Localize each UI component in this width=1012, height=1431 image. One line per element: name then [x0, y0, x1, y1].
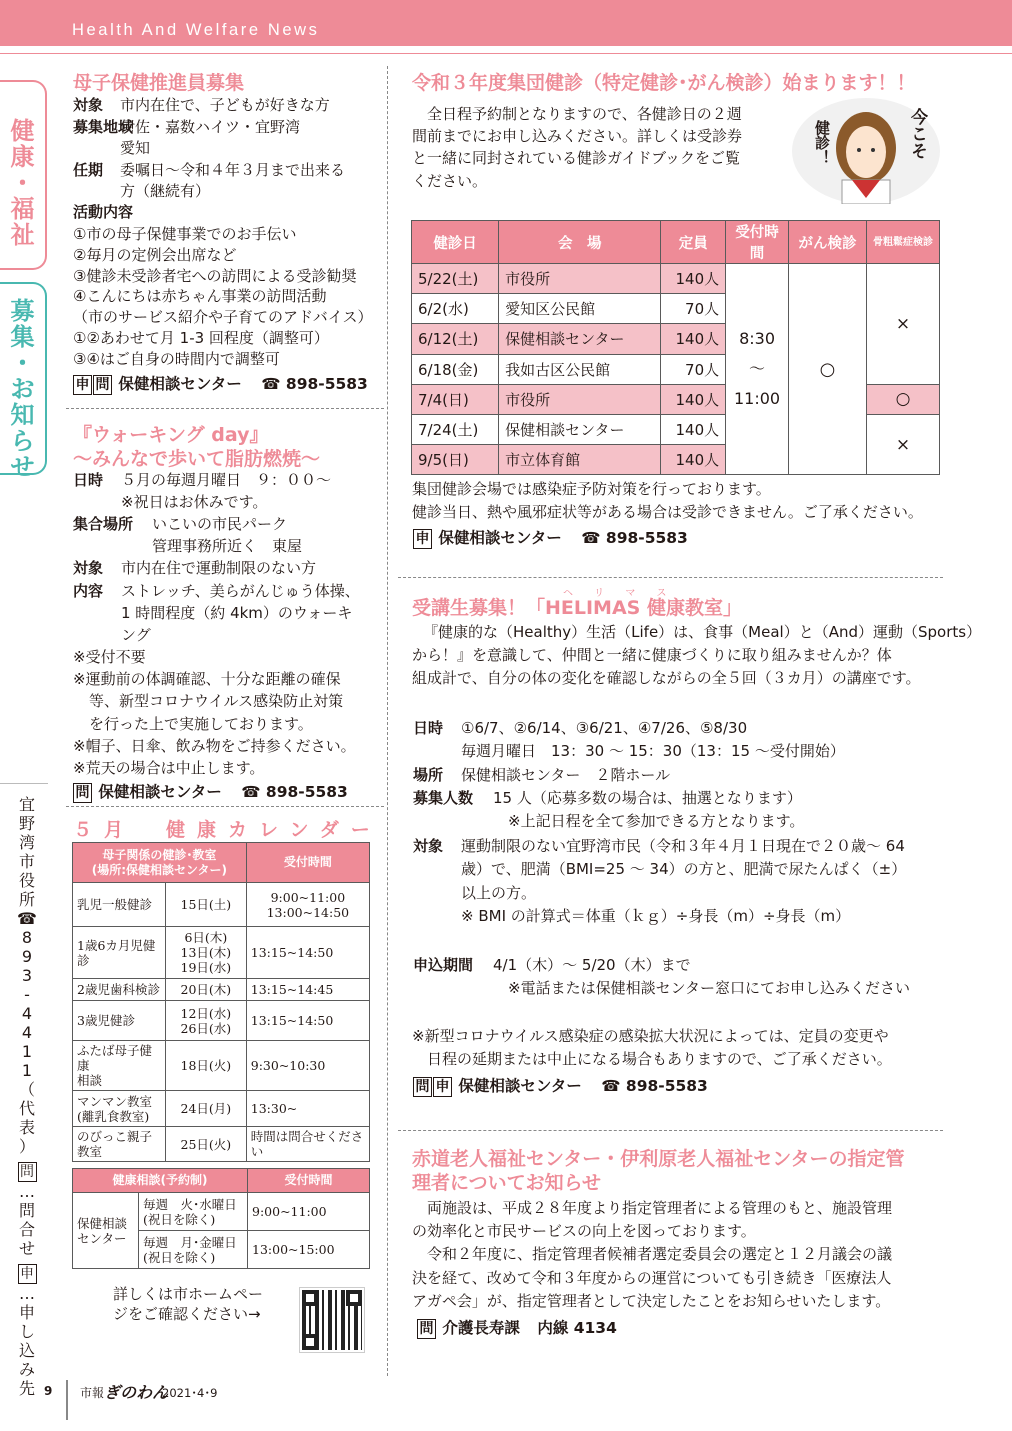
checkup-capacity: 70人: [661, 294, 726, 324]
s5-title-line-2: 理者についてお知らせ: [412, 1172, 602, 1194]
column-divider: [387, 66, 388, 1376]
s2.lines-label: 内容: [73, 581, 104, 600]
bone-screening-mark: ○: [867, 384, 940, 414]
calendar-head-event: 母子関係の健診･教室 (場所:保健相談センター): [73, 843, 247, 883]
s2-subtitle: ～みんなで歩いて脂肪燃焼～: [73, 448, 321, 470]
s2-divider: [66, 806, 384, 807]
checkup-head-2: 定員: [661, 221, 726, 264]
s2.lines-text: 管理事務所近く 東屋: [152, 537, 303, 556]
calendar-event: 1歳6カ月児健診: [73, 927, 166, 979]
cancer-screening-mark: ○: [788, 264, 866, 475]
checkup-capacity: 70人: [661, 354, 726, 384]
s4-text: ※ BMI の計算式＝体重（ｋｇ）÷身長（m）÷身長（m）: [461, 907, 851, 925]
checkup-date: 6/18(金): [412, 354, 499, 384]
apply-mark-icon: 申: [413, 529, 432, 549]
calendar-head-time: 受付時間: [246, 843, 369, 883]
tab-notice-label: [0, 298, 45, 480]
s4-text: 保健相談センター ２階ホール: [461, 766, 671, 784]
s3-contact-tel[interactable]: ☎ 898-5583: [581, 529, 688, 547]
s1-title: 母子保健推進員募集: [73, 72, 245, 94]
bone-screening-mark: ×: [867, 264, 940, 385]
s2-contact-name: 保健相談センター: [98, 783, 222, 801]
sidebar-char: 4: [21, 1023, 33, 1042]
calendar-date: 18日(火): [165, 1041, 246, 1091]
checkup-head-1: 会 場: [499, 221, 661, 264]
s4-label: 対象: [413, 837, 444, 855]
tab-char: 集: [10, 323, 35, 351]
calendar-date: 15日(土): [165, 883, 246, 927]
footer-logo: ぎのわん: [104, 1383, 169, 1402]
s4-label: 申込期間: [413, 956, 474, 974]
checkup-date: 6/12(土): [412, 324, 499, 354]
tab-char: お: [10, 375, 35, 403]
checkup-date: 5/22(土): [412, 264, 499, 294]
checkup-capacity: 140人: [661, 445, 726, 475]
s2.lines-text: ※祝日はお休みです。: [121, 493, 268, 512]
checkup-row: [412, 264, 940, 294]
s3-title: 令和３年度集団健診（特定健診･がん検診）始まります！！: [412, 72, 916, 94]
sidebar-char: 合: [18, 1220, 35, 1239]
tab-char: ・: [10, 349, 35, 377]
checkup-head-5: 骨粗鬆症検診: [867, 221, 940, 264]
calendar-row: [73, 1001, 370, 1041]
s4-divider: [398, 1130, 943, 1131]
consult-head-time: 受付時間: [248, 1169, 370, 1193]
checkup-head-4: がん検診: [788, 221, 866, 264]
checkup-date: 9/5(日): [412, 445, 499, 475]
s4-contact-tel[interactable]: ☎ 898-5583: [601, 1077, 708, 1095]
checkup-reception-time: 8:30～ 11:00: [726, 264, 789, 475]
tab-health-welfare[interactable]: [0, 80, 47, 270]
tab-char: ・: [10, 169, 35, 197]
s2-contact-tel[interactable]: ☎ 898-5583: [241, 783, 348, 801]
s1.rows-text: 委嘱日～令和４年３月まで出来る: [120, 160, 346, 179]
calendar-event: 乳児一般健診: [73, 883, 166, 927]
s2.lines-text: ング: [121, 625, 151, 644]
calendar-event: マンマン教室 (離乳食教室): [73, 1091, 166, 1127]
s1-activity-item: ②毎月の定例会出席など: [73, 245, 237, 264]
checkup-place: 我如古区公民館: [499, 354, 661, 384]
calendar-time: 時間は問合せください: [246, 1127, 369, 1162]
s5-body-line: 決を経て、改めて令和３年度からの運営についても引き続き「医療法人: [412, 1268, 892, 1287]
page-header: [0, 0, 1012, 46]
calendar-time: 9:30~10:30: [246, 1041, 369, 1091]
qr-code-icon[interactable]: [300, 1288, 364, 1352]
tab-char: 福: [10, 195, 35, 223]
s1.rows-label: 募集地域: [73, 117, 134, 136]
s5-contact-ext: 内線 4134: [537, 1319, 617, 1337]
checkup-place: 保健相談センター: [499, 414, 661, 444]
s4-intro-line: から！』を意識して、仲間と一緒に健康づくりに取り組みませんか？体: [412, 646, 892, 664]
s2-title: 『ウォーキング day』: [73, 424, 269, 446]
checkup-capacity: 140人: [661, 384, 726, 414]
s1-contact: [73, 372, 368, 395]
checkup-capacity: 140人: [661, 324, 726, 354]
s4-text: ※電話または保健相談センター窓口にてお申し込みください: [493, 979, 910, 997]
checkup-place: 愛知区公民館: [499, 294, 661, 324]
tab-char: ら: [10, 427, 35, 455]
sidebar-char: 先: [18, 1379, 35, 1398]
page-number: 9: [44, 1384, 53, 1398]
consult-time-2: 13:00~15:00: [248, 1231, 370, 1269]
checkup-place: 市役所: [499, 384, 661, 414]
s2.lines-label: 対象: [73, 559, 104, 578]
sidebar-char: し: [18, 1322, 35, 1341]
sidebar-char: 3: [21, 966, 33, 985]
s4-text: ※上記日程を全て参加できる方となります。: [493, 812, 805, 830]
tab-health-label: [0, 118, 45, 248]
apply-mark-icon: 申: [18, 1264, 37, 1284]
s4-text: 毎週月曜日 13：30 ～ 15：30（13：15 ～受付開始）: [461, 742, 845, 760]
s5-body-line: 両施設は、平成２８年度より指定管理者による管理のもと、施設管理: [412, 1199, 893, 1217]
s4-text: 運動制限のない宜野湾市民（令和３年４月１日現在で２０歳～ 64: [461, 837, 905, 855]
footer-rule: [66, 1380, 68, 1420]
s4-note-line: ※新型コロナウイルス感染症の感染拡大状況によっては、定員の変更や: [412, 1027, 889, 1045]
calendar-title: ５月 健康カレンダー: [73, 819, 382, 841]
s2-note-line: ※運動前の体調確認、十分な距離の確保: [73, 670, 341, 689]
sidebar-char: 役: [18, 871, 35, 890]
s1.rows-text: 愛知: [120, 139, 151, 158]
s4-text: 15 人（応募多数の場合は、抽選となります）: [493, 789, 802, 807]
s1-activity-item: （市のサービス紹介や子育てのアドバイス）: [73, 308, 373, 327]
s2-note-line: ※受付不要: [73, 648, 146, 666]
s3-intro-line: 全日程予約制となりますので、各健診日の２週: [412, 105, 742, 123]
calendar-row: [73, 883, 370, 927]
calendar-event: 2歳児歯科検診: [73, 979, 166, 1001]
sidebar-char: （: [18, 1080, 35, 1099]
sidebar-char: 申: [18, 1303, 35, 1322]
tab-char: 康: [10, 143, 35, 171]
s1-activity-item: ①市の母子保健事業でのお手伝い: [73, 225, 297, 243]
header-rule: [0, 53, 1012, 54]
sidebar-char: -: [24, 985, 30, 1004]
checkup-place: 市立体育館: [499, 445, 661, 475]
sidebar-char: …: [19, 1182, 35, 1201]
sidebar-char: …: [19, 1284, 35, 1303]
sidebar-char: 野: [18, 814, 35, 833]
checkup-capacity: 140人: [661, 414, 726, 444]
tab-char: 健: [10, 117, 35, 145]
calendar-time: 13:30~: [246, 1091, 369, 1127]
bone-screening-mark: ×: [867, 414, 940, 474]
sidebar-char: 表: [18, 1118, 35, 1137]
s3-divider: [398, 577, 943, 578]
sidebar-char: 1: [21, 1061, 33, 1080]
footer-publication: 市報: [80, 1386, 105, 1400]
calendar-date: 25日(火): [165, 1127, 246, 1162]
s1-activity-item: ④こんにちは赤ちゃん事業の訪問活動: [73, 287, 327, 306]
s2.lines-text: 1 時間程度（約 4km）のウォーキ: [121, 603, 353, 622]
calendar-row: [73, 979, 370, 1001]
calendar-row: [73, 1091, 370, 1127]
calendar-event: 3歳児健診: [73, 1001, 166, 1041]
sidebar-char: せ: [18, 1239, 35, 1258]
sidebar-char: み: [18, 1360, 35, 1379]
tab-char: 祉: [10, 221, 35, 249]
s3-note-line: 健診当日、熱や風邪症状等がある場合は受診できません。ご了承ください。: [412, 503, 923, 521]
sidebar-city-contact: [16, 795, 38, 1398]
checkup-head-3: 受付時間: [726, 221, 789, 264]
s1-contact-tel[interactable]: ☎ 898-5583: [261, 375, 368, 393]
checkup-date: 7/4(日): [412, 384, 499, 414]
sidebar-char: 8: [21, 928, 33, 947]
s1.rows-text: 方（継続有）: [120, 182, 211, 201]
illus-text-now: 今こそ: [907, 108, 927, 159]
s4-label: 募集人数: [413, 789, 474, 807]
s2-note-line: を行った上で実施しております。: [89, 714, 313, 733]
calendar-time: 13:15~14:45: [246, 979, 369, 1001]
calendar-date: 6日(木) 13日(木) 19日(水): [165, 927, 246, 979]
sidebar-char: ）: [18, 1137, 35, 1156]
calendar-date: 24日(月): [165, 1091, 246, 1127]
checkup-date: 6/2(水): [412, 294, 499, 324]
s4-title: 受講生募集！「HELIMAS 健康教室」: [412, 597, 742, 619]
s1-activity-item: ③④はご自身の時間内で調整可: [73, 349, 280, 368]
s2.lines-text: ５月の毎週月曜日 ９：００～: [121, 471, 332, 489]
s5-contact-name: 介護長寿課: [442, 1319, 520, 1337]
checkup-capacity: 140人: [661, 264, 726, 294]
calendar-date: 12日(水) 26日(水): [165, 1001, 246, 1041]
s5-title-line-1: 赤道老人福祉センター・伊利原老人福祉センターの指定管: [412, 1148, 905, 1170]
s3-intro-line: と一緒に同封されている健診ガイドブックをご覧: [412, 149, 741, 168]
s2-note-line: ※帽子、日傘、飲み物をご持参ください。: [73, 736, 356, 755]
consult-time-1: 9:00~11:00: [248, 1193, 370, 1231]
s1-activity-item: ①②あわせて月 1-3 回程度（調整可）: [73, 329, 329, 347]
sidebar-char: 湾: [18, 833, 35, 852]
calendar-time: 13:15~14:50: [246, 1001, 369, 1041]
tab-char: 募: [10, 297, 35, 325]
calendar-date: 20日(木): [165, 979, 246, 1001]
s1.rows-text: 伊佐・嘉数ハイツ・宜野湾: [120, 117, 301, 136]
s1-activity-item: ③健診未受診者宅への訪問による受診勧奨: [73, 266, 357, 285]
health-checkup-illustration: [792, 98, 940, 204]
s2.lines-text: 市内在住で運動制限のない方: [121, 559, 317, 578]
sidebar-char: ☎: [17, 909, 37, 928]
s4-intro-line: 組成計で、自分の体の変化を確認しながらの全５回（３カ月）の講座です。: [412, 669, 921, 687]
sidebar-char: 宜: [18, 795, 35, 814]
sidebar-char: 込: [18, 1341, 35, 1360]
tab-char: 知: [10, 401, 35, 429]
sidebar-char: 市: [18, 852, 35, 871]
inquiry-mark-icon: 問: [93, 375, 112, 395]
s4-label: 場所: [413, 766, 444, 784]
s2-note-line: 等、新型コロナウイルス感染防止対策: [89, 692, 344, 711]
s2.lines-label: 集合場所: [73, 515, 134, 534]
s4-text: ①6/7、②6/14、③6/21、④7/26、⑤8/30: [461, 719, 748, 737]
inquiry-mark-icon: 問: [18, 1162, 37, 1182]
inquiry-mark-icon: 問: [413, 1077, 432, 1097]
calendar-table: [72, 842, 370, 1162]
checkup-schedule-table: [411, 220, 940, 475]
s2.lines-label: 日時: [73, 471, 104, 489]
calendar-row: [73, 1127, 370, 1162]
s3-intro-line: 間前までにお申し込みください。詳しくは受診券: [412, 127, 743, 146]
s4-text: 以上の方。: [461, 884, 537, 902]
s4-ruby: ヘ リ マ ス: [563, 588, 676, 599]
illus-text-checkup: 健診！: [813, 120, 831, 165]
sidebar-char: 4: [21, 1004, 33, 1023]
inquiry-mark-icon: 問: [73, 783, 92, 803]
consult-days-2: 毎週 月･金曜日 (祝日を除く): [139, 1231, 248, 1269]
sidebar-divider: [0, 783, 48, 784]
apply-mark-icon: 申: [433, 1077, 452, 1097]
s5-body-line: の効率化と市民サービスの向上を図っております。: [412, 1222, 756, 1241]
s3-contact: [413, 526, 688, 549]
checkup-date: 7/24(土): [412, 414, 499, 444]
s1.rows-label: 対象: [73, 96, 104, 114]
sidebar-char: 代: [18, 1099, 35, 1118]
checkup-head-0: 健診日: [412, 221, 499, 264]
s2-contact: [73, 780, 348, 803]
s2.lines-text: いこいの市民パーク: [152, 515, 288, 534]
s1.rows-label: 任期: [73, 160, 104, 179]
s5-body-line: アガペ会」が、指定管理者として決定したことをお知らせいたします。: [412, 1291, 891, 1310]
s2-note-line: ※荒天の場合は中止します。: [73, 759, 265, 777]
s4-text: 歳）で、肥満（BMI=25 ～ 34）の方と、肥満で尿たんぱく（±）: [461, 860, 907, 878]
s5-contact: [417, 1316, 617, 1339]
sidebar-char: 1: [21, 1042, 33, 1061]
consult-head: 健康相談(予約制): [73, 1169, 248, 1193]
calendar-time: 13:15~14:50: [246, 927, 369, 979]
s3-note-line: 集団健診会場では感染症予防対策を行っております。: [412, 480, 771, 498]
s4-note-line: 日程の延期または中止になる場合もありますので、ご了承ください。: [412, 1050, 892, 1068]
checkup-place: 市役所: [499, 264, 661, 294]
sidebar-char: 所: [18, 890, 35, 909]
calendar-row: [73, 1041, 370, 1091]
sidebar-char: 問: [18, 1201, 35, 1220]
tab-recruit-notice[interactable]: [0, 282, 47, 481]
consult-table: [72, 1168, 370, 1269]
checkup-place: 保健相談センター: [499, 324, 661, 354]
s1-divider: [66, 408, 384, 409]
s4-text: 4/1（木）～ 5/20（木）まで: [493, 956, 691, 974]
s3-contact-name: 保健相談センター: [438, 529, 562, 547]
s1.rows-text: 市内在住で、子どもが好きな方: [120, 96, 330, 114]
s3-intro-line: ください。: [412, 171, 488, 190]
s1-contact-name: 保健相談センター: [118, 375, 242, 393]
footer-date: 2021･4･9: [162, 1386, 218, 1400]
calendar-more-info: 詳しくは市ホームペー ジをご確認ください→: [113, 1285, 264, 1323]
s1-activity-label: 活動内容: [73, 203, 134, 221]
s4-contact-name: 保健相談センター: [458, 1077, 582, 1095]
s5-body-line: 令和２年度に、指定管理者候補者選定委員会の選定と１２月議会の議: [412, 1245, 893, 1264]
apply-mark-icon: 申: [73, 375, 92, 395]
tab-char: せ: [10, 453, 35, 481]
s4-intro-line: 『健康的な（Healthy）生活（Life）は、食事（Meal）と（And）運動（Sports）: [423, 623, 982, 641]
calendar-event: のびっこ親子教室: [73, 1127, 166, 1162]
s4-contact: [413, 1074, 708, 1097]
s4-label: 日時: [413, 719, 444, 737]
calendar-event: ふたば母子健康 相談: [73, 1041, 166, 1091]
calendar-time: 9:00~11:00 13:00~14:50: [246, 883, 369, 927]
consult-place: 保健相談 センター: [73, 1193, 139, 1269]
consult-days-1: 毎週 火･水曜日 (祝日を除く): [139, 1193, 248, 1231]
sidebar-char: 9: [21, 947, 33, 966]
calendar-row: [73, 927, 370, 979]
header-title: Health And Welfare News: [72, 21, 320, 39]
inquiry-mark-icon: 問: [417, 1319, 436, 1339]
s2.lines-text: ストレッチ、美らがんじゅう体操、: [121, 581, 360, 600]
